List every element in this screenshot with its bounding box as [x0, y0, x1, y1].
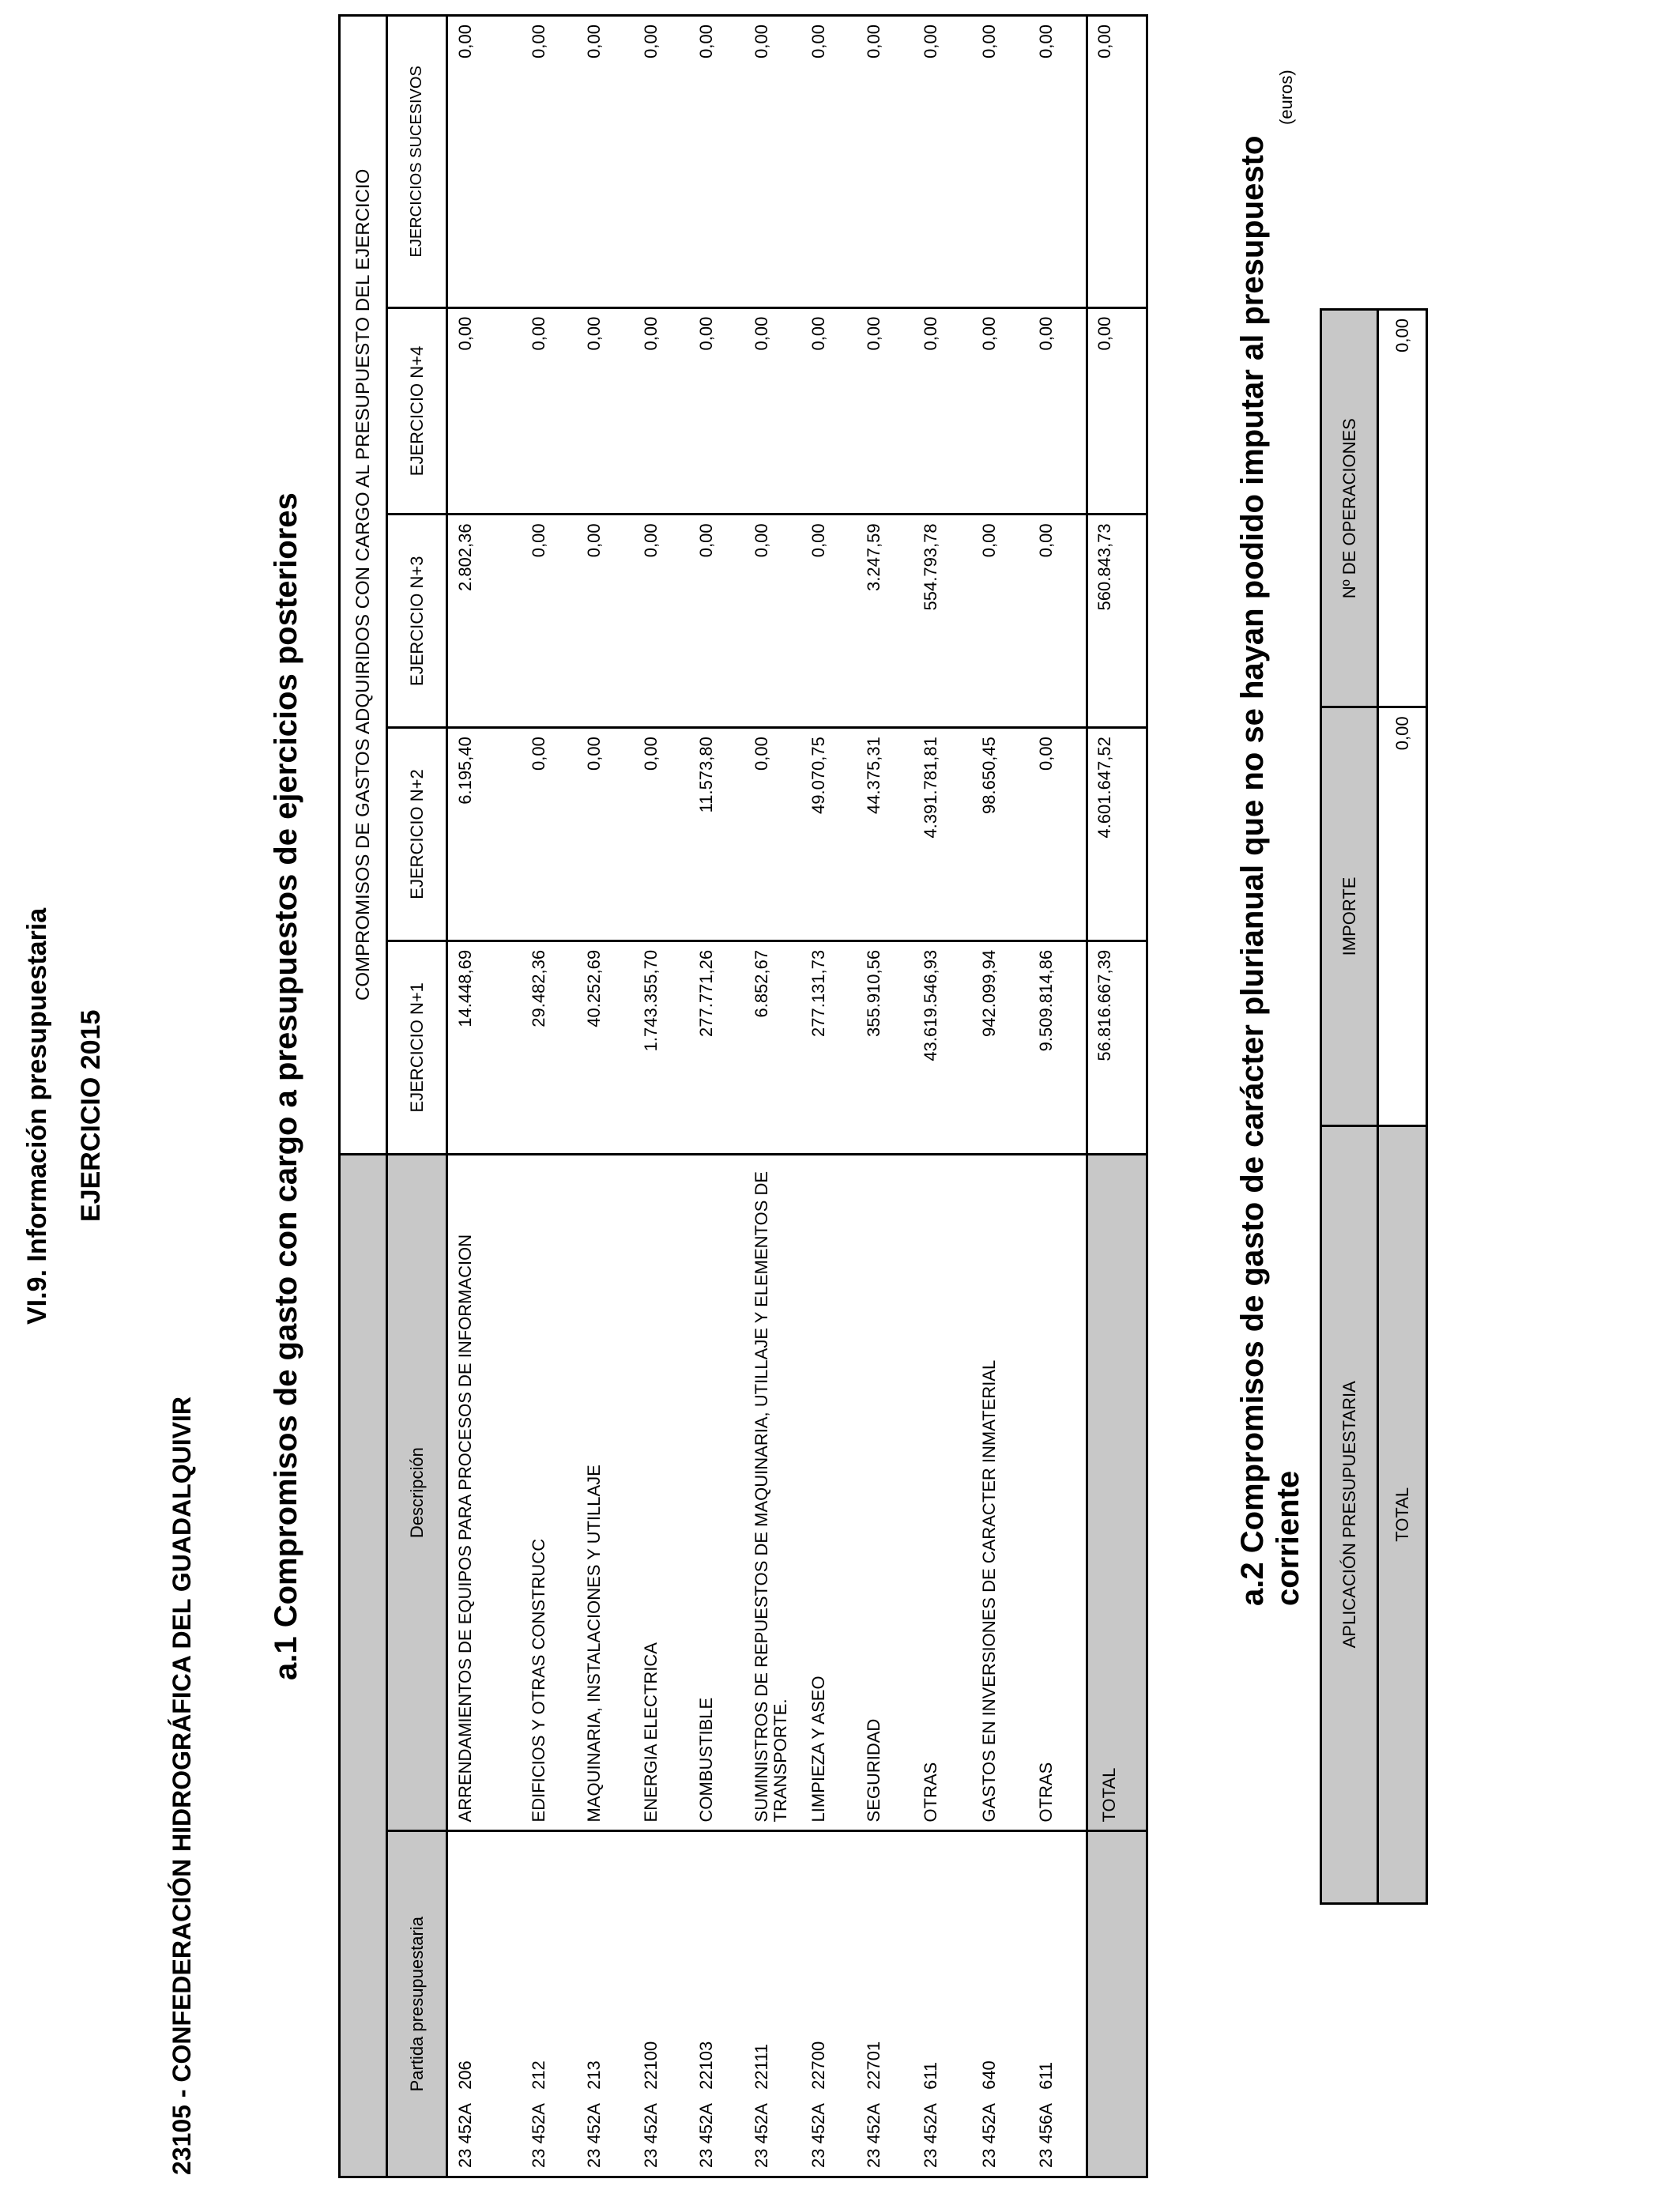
row-n2: 0,00 [1029, 728, 1087, 941]
row-partida: 23 456A 611 [1029, 1831, 1087, 2177]
row-n1: 942.099,94 [972, 941, 1029, 1154]
row-n2: 6.195,40 [447, 728, 522, 941]
row-n4: 0,00 [913, 307, 972, 515]
table-row [689, 16, 744, 2177]
a2-total-importe: 0,00 [1378, 707, 1427, 1125]
units-label: (euros) [1276, 70, 1296, 125]
total-sucesivos: 0,00 [1087, 16, 1147, 308]
plurianual-table [1320, 308, 1428, 1905]
row-sucesivos: 0,00 [689, 16, 744, 308]
col-header-n2: EJERCICIO N+2 [387, 728, 447, 941]
row-n2: 0,00 [577, 728, 634, 941]
row-n3: 554.793,78 [913, 515, 972, 728]
col-header-n1: EJERCICIO N+1 [387, 941, 447, 1154]
group-header: COMPROMISOS DE GASTOS ADQUIRIDOS CON CARGO AL PRESUPUESTO DEL EJERCICIO [340, 16, 387, 1155]
header-blank [340, 1154, 387, 2177]
organization-name: 23105 - CONFEDERACIÓN HIDROGRÁFICA DEL GUADALQUIVIR [168, 1397, 196, 2175]
table-row [913, 16, 972, 2177]
row-descripcion: ENERGIA ELECTRICA [634, 1154, 689, 1831]
col-header-partida: Partida presupuestaria [387, 1831, 447, 2177]
row-sucesivos: 0,00 [913, 16, 972, 308]
row-n1: 29.482,36 [522, 941, 577, 1154]
table-row [744, 16, 801, 2177]
row-n4: 0,00 [1029, 307, 1087, 515]
row-n2: 98.650,45 [972, 728, 1029, 941]
row-sucesivos: 0,00 [522, 16, 577, 308]
row-n1: 9.509.814,86 [1029, 941, 1087, 1154]
total-n3: 560.843,73 [1087, 515, 1147, 728]
row-descripcion: GASTOS EN INVERSIONES DE CARACTER INMATERIAL [972, 1154, 1029, 1831]
row-partida: 23 452A 22701 [857, 1831, 913, 2177]
report-year: EJERCICIO 2015 [76, 1009, 106, 1222]
row-descripcion: SUMINISTROS DE REPUESTOS DE MAQUINARIA, UTILLAJE Y ELEMENTOS DE TRANSPORTE. [744, 1154, 801, 1831]
row-n4: 0,00 [972, 307, 1029, 515]
row-n2: 49.070,75 [801, 728, 857, 941]
table-row [857, 16, 913, 2177]
table-body [447, 16, 1087, 2177]
row-n4: 0,00 [634, 307, 689, 515]
row-n3: 0,00 [744, 515, 801, 728]
row-n1: 355.910,56 [857, 941, 913, 1154]
row-partida: 23 452A 22103 [689, 1831, 744, 2177]
total-blank [1087, 1831, 1147, 2177]
row-n1: 40.252,69 [577, 941, 634, 1154]
row-descripcion: MAQUINARIA, INSTALACIONES Y UTILLAJE [577, 1154, 634, 1831]
row-partida: 23 452A 640 [972, 1831, 1029, 2177]
col-header-sucesivos: EJERCICIOS SUCESIVOS [387, 16, 447, 308]
report-title: VI.9. Información presupuestaria [22, 907, 52, 1325]
row-partida: 23 452A 206 [447, 1831, 522, 2177]
row-n3: 0,00 [577, 515, 634, 728]
row-n2: 0,00 [744, 728, 801, 941]
col-header-descripcion: Descripción [387, 1154, 447, 1831]
table-row [972, 16, 1029, 2177]
total-n4: 0,00 [1087, 307, 1147, 515]
row-n3: 3.247,59 [857, 515, 913, 728]
table-row [447, 16, 522, 2177]
row-partida: 23 452A 22111 [744, 1831, 801, 2177]
row-partida: 23 452A 22100 [634, 1831, 689, 2177]
col-header-n3: EJERCICIO N+3 [387, 515, 447, 728]
table-row [522, 16, 577, 2177]
row-descripcion: COMBUSTIBLE [689, 1154, 744, 1831]
row-sucesivos: 0,00 [744, 16, 801, 308]
total-n1: 56.816.667,39 [1087, 941, 1147, 1154]
row-n3: 0,00 [522, 515, 577, 728]
row-n3: 0,00 [634, 515, 689, 728]
row-n4: 0,00 [857, 307, 913, 515]
col-header-importe: IMPORTE [1321, 707, 1378, 1125]
row-n1: 277.771,26 [689, 941, 744, 1154]
row-sucesivos: 0,00 [447, 16, 522, 308]
table-row [577, 16, 634, 2177]
row-descripcion: LIMPIEZA Y ASEO [801, 1154, 857, 1831]
col-header-n4: EJERCICIO N+4 [387, 307, 447, 515]
row-n3: 2.802,36 [447, 515, 522, 728]
row-partida: 23 452A 22700 [801, 1831, 857, 2177]
row-sucesivos: 0,00 [1029, 16, 1087, 308]
row-n4: 0,00 [744, 307, 801, 515]
commitments-table [338, 14, 1148, 2178]
row-n2: 0,00 [522, 728, 577, 941]
row-n4: 0,00 [522, 307, 577, 515]
row-n3: 0,00 [972, 515, 1029, 728]
col-header-operaciones: Nº DE OPERACIONES [1321, 310, 1378, 707]
col-header-aplicacion: APLICACIÓN PRESUPUESTARIA [1321, 1125, 1378, 1903]
row-n3: 0,00 [801, 515, 857, 728]
row-n4: 0,00 [689, 307, 744, 515]
row-n2: 44.375,31 [857, 728, 913, 941]
row-sucesivos: 0,00 [972, 16, 1029, 308]
row-sucesivos: 0,00 [857, 16, 913, 308]
row-partida: 23 452A 611 [913, 1831, 972, 2177]
row-n1: 14.448,69 [447, 941, 522, 1154]
row-n1: 277.131,73 [801, 941, 857, 1154]
total-label: TOTAL [1087, 1154, 1147, 1831]
row-descripcion: SEGURIDAD [857, 1154, 913, 1831]
total-n2: 4.601.647,52 [1087, 728, 1147, 941]
row-descripcion: ARRENDAMIENTOS DE EQUIPOS PARA PROCESOS DE INFORMACION [447, 1154, 522, 1831]
row-n4: 0,00 [577, 307, 634, 515]
row-n1: 6.852,67 [744, 941, 801, 1154]
row-n4: 0,00 [801, 307, 857, 515]
row-sucesivos: 0,00 [577, 16, 634, 308]
row-partida: 23 452A 212 [522, 1831, 577, 2177]
row-partida: 23 452A 213 [577, 1831, 634, 2177]
row-n4: 0,00 [447, 307, 522, 515]
section-a2-title: a.2 Compromisos de gasto de carácter plurianual que no se hayan podido imputar al presupuesto corriente [1235, 135, 1305, 1606]
table-row [1029, 16, 1087, 2177]
section-a1-title: a.1 Compromisos de gasto con cargo a presupuestos de ejercicios posteriores [269, 492, 303, 1680]
row-n1: 43.619.546,93 [913, 941, 972, 1154]
row-n2: 4.391.781,81 [913, 728, 972, 941]
table-row [801, 16, 857, 2177]
row-sucesivos: 0,00 [801, 16, 857, 308]
row-n3: 0,00 [1029, 515, 1087, 728]
row-n3: 0,00 [689, 515, 744, 728]
row-n2: 0,00 [634, 728, 689, 941]
row-descripcion: OTRAS [913, 1154, 972, 1831]
row-sucesivos: 0,00 [634, 16, 689, 308]
table-row [634, 16, 689, 2177]
row-descripcion: EDIFICIOS Y OTRAS CONSTRUCC [522, 1154, 577, 1831]
a2-total-label: TOTAL [1378, 1125, 1427, 1903]
row-descripcion: OTRAS [1029, 1154, 1087, 1831]
row-n2: 11.573,80 [689, 728, 744, 941]
a2-total-operaciones: 0,00 [1378, 310, 1427, 707]
row-n1: 1.743.355,70 [634, 941, 689, 1154]
